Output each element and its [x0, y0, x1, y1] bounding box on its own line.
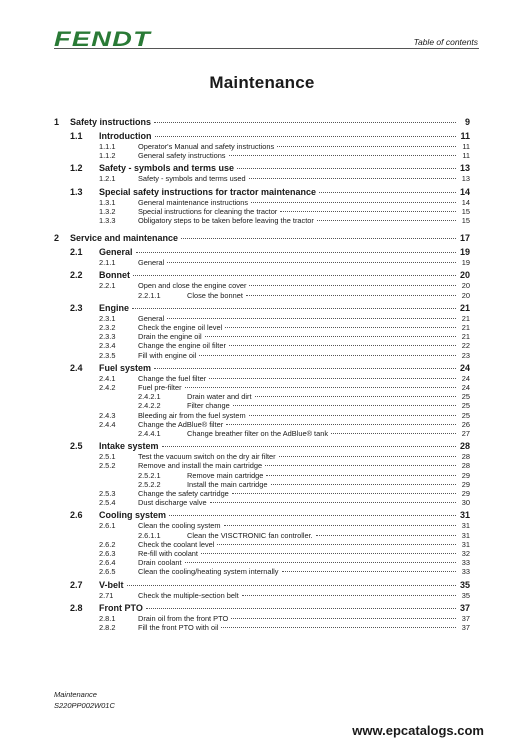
toc-entry-page: 11 [462, 151, 470, 161]
toc-entry-number: 1.2.1 [99, 174, 116, 184]
toc-dot-leader [231, 618, 456, 619]
toc-entry-title: V-belt [99, 580, 127, 590]
toc-entry-page: 27 [461, 429, 470, 438]
toc-entry-title: General maintenance instructions [138, 198, 251, 207]
toc-entry-title: Safety instructions [70, 117, 154, 127]
toc-dot-leader [317, 220, 456, 221]
toc-entry-title: Drain water and dirt [187, 392, 255, 401]
toc-dot-leader [251, 202, 456, 203]
toc-entry-number: 1.3 [70, 186, 83, 197]
toc-entry-number: 2.5.3 [99, 489, 116, 498]
toc-entry-title: Re-fill with coolant [138, 549, 201, 558]
toc-entry[interactable] [0, 614, 524, 623]
toc-entry-page: 28 [461, 452, 470, 462]
toc-entry-number: 1 [54, 117, 60, 127]
toc-dot-leader [280, 211, 456, 212]
toc-entry-title: Drain the engine oil [138, 332, 205, 341]
toc-entry-number: 2.4.4 [99, 419, 116, 429]
toc-entry-title: Safety - symbols and terms use [99, 163, 237, 173]
toc-entry[interactable] [0, 567, 524, 576]
toc-entry-title: Change the safety cartridge [138, 489, 232, 498]
toc-entry-title: Change breather filter on the AdBlue® tank [187, 429, 331, 438]
toc-entry[interactable] [0, 420, 524, 429]
toc-entry-number: 2.5.2.1 [138, 470, 161, 480]
toc-dot-leader [155, 136, 457, 137]
toc-dot-leader [127, 585, 456, 586]
toc-entry-page: 22 [461, 341, 470, 351]
toc-entry-number: 2.3.3 [99, 332, 116, 342]
toc-entry[interactable] [0, 452, 524, 461]
toc-entry-title: Service and maintenance [70, 233, 181, 243]
toc-entry-number: 2.3.1 [99, 313, 116, 323]
toc-dot-leader [226, 424, 456, 425]
toc-entry-page: 20 [461, 281, 470, 291]
fendt-logo [54, 29, 154, 49]
toc-entry[interactable] [0, 498, 524, 507]
toc-entry-title: Check the engine oil level [138, 323, 225, 332]
toc-entry-number: 1.2 [70, 163, 83, 174]
toc-entry-title: Special safety instructions for tractor maintenance [99, 187, 319, 197]
page-title: Maintenance [209, 73, 315, 92]
toc-entry-number: 2.6.1.1 [138, 530, 161, 540]
toc-entry-page: 35 [461, 590, 470, 600]
toc-dot-leader [265, 465, 456, 466]
toc-entry[interactable] [0, 174, 524, 183]
toc-entry[interactable] [0, 510, 524, 521]
toc-entry-title: Open and close the engine cover [138, 281, 249, 290]
toc-entry[interactable] [0, 187, 524, 198]
toc-entry-page: 21 [461, 313, 470, 323]
toc-entry-title: Dust discharge valve [138, 498, 210, 507]
toc-dot-leader [232, 493, 456, 494]
toc-entry[interactable] [0, 207, 524, 216]
toc-entry-title: Clean the cooling/heating system internally [138, 567, 282, 576]
toc-entry-page: 24 [461, 383, 470, 392]
toc-entry-number: 2.6.4 [99, 558, 116, 568]
toc-entry-number: 2.4.4.1 [138, 429, 161, 438]
toc-entry-number: 2.2.1.1 [138, 290, 161, 300]
header-divider [54, 48, 479, 49]
toc-dot-leader [205, 336, 456, 337]
toc-entry-page: 15 [461, 216, 470, 225]
toc-dot-leader [229, 155, 457, 156]
toc-entry-page: 25 [461, 410, 470, 420]
toc-entry-title: General safety instructions [138, 151, 229, 160]
toc-entry-title: Bonnet [99, 270, 133, 280]
toc-entry[interactable] [0, 623, 524, 632]
toc-entry[interactable] [0, 291, 524, 300]
toc-entry[interactable] [0, 216, 524, 225]
toc-entry[interactable] [0, 281, 524, 290]
toc-entry-number: 2.4 [70, 362, 83, 373]
toc-entry[interactable] [0, 489, 524, 498]
toc-entry-page: 29 [461, 489, 470, 498]
toc-entry-page: 29 [461, 479, 470, 489]
footer-document-code: S220PP002W01C [54, 701, 115, 710]
toc-entry-title: Filter change [187, 401, 233, 410]
toc-entry[interactable] [0, 411, 524, 420]
toc-entry-page: 29 [461, 470, 470, 480]
toc-dot-leader [146, 608, 456, 609]
toc-entry-number: 2.3.5 [99, 350, 116, 360]
toc-entry-page: 31 [461, 530, 470, 540]
header-section-title: Table of contents [413, 37, 478, 47]
toc-dot-leader [249, 285, 456, 286]
toc-dot-leader [277, 146, 456, 147]
toc-entry-title: Drain oil from the front PTO [138, 614, 231, 623]
toc-dot-leader [282, 571, 456, 572]
toc-entry-title: Fuel system [99, 363, 154, 373]
toc-entry-page: 11 [460, 131, 470, 141]
toc-entry[interactable] [0, 117, 524, 128]
toc-dot-leader [233, 405, 456, 406]
toc-entry[interactable] [0, 198, 524, 207]
toc-entry-title: Obligatory steps to be taken before leaving the tractor [138, 216, 317, 225]
toc-entry-page: 14 [461, 197, 470, 207]
toc-entry-page: 13 [459, 163, 470, 174]
toc-entry-page: 28 [459, 441, 470, 452]
toc-dot-leader [199, 355, 456, 356]
toc-entry-page: 37 [459, 602, 470, 613]
toc-entry-title: Fill the front PTO with oil [138, 623, 221, 632]
toc-entry-number: 2.6.3 [99, 549, 116, 558]
toc-entry[interactable] [0, 603, 524, 614]
toc-entry-number: 1.1 [70, 131, 83, 141]
toc-entry-page: 33 [461, 558, 470, 568]
toc-entry-number: 1.3.2 [99, 206, 116, 216]
toc-entry-page: 20 [459, 270, 470, 281]
toc-entry-title: Remove main cartridge [187, 471, 266, 480]
toc-entry-title: Clean the VISCTRONIC fan controller. [187, 531, 316, 540]
toc-entry-title: Drain coolant [138, 558, 185, 567]
toc-entry-page: 21 [461, 323, 470, 332]
toc-entry-page: 23 [461, 350, 470, 360]
toc-dot-leader [266, 475, 456, 476]
toc-dot-leader [210, 502, 456, 503]
toc-dot-leader [217, 544, 456, 545]
toc-entry[interactable] [0, 270, 524, 281]
toc-dot-leader [271, 484, 456, 485]
toc-entry[interactable] [0, 374, 524, 383]
toc-entry-title: Fuel pre-filter [138, 383, 185, 392]
toc-entry[interactable] [0, 314, 524, 323]
toc-entry[interactable] [0, 558, 524, 567]
toc-dot-leader [224, 525, 456, 526]
toc-entry[interactable] [0, 401, 524, 410]
toc-entry-title: Check the coolant level [138, 540, 217, 549]
toc-entry[interactable] [0, 531, 524, 540]
toc-dot-leader [319, 192, 456, 193]
toc-entry[interactable] [0, 591, 524, 600]
toc-entry-title: General [138, 314, 167, 323]
toc-dot-leader [225, 327, 456, 328]
toc-entry-number: 2.6.2 [99, 539, 116, 549]
toc-entry-number: 1.1.1 [99, 142, 116, 151]
toc-dot-leader [132, 308, 456, 309]
toc-entry-page: 28 [461, 461, 470, 471]
toc-entry[interactable] [0, 540, 524, 549]
toc-entry-number: 2.5.1 [99, 452, 116, 462]
toc-entry-number: 2.4.3 [99, 410, 116, 420]
toc-dot-leader [154, 122, 456, 123]
toc-entry-title: Change the AdBlue® filter [138, 420, 226, 429]
toc-entry-number: 1.3.3 [99, 216, 116, 225]
toc-entry-number: 2 [54, 233, 60, 244]
toc-entry[interactable] [0, 341, 524, 350]
toc-entry-title: Test the vacuum switch on the dry air filter [138, 452, 279, 461]
toc-dot-leader [136, 252, 456, 253]
toc-dot-leader [316, 535, 456, 536]
toc-entry-number: 2.6.5 [99, 567, 116, 577]
toc-dot-leader [279, 456, 456, 457]
toc-entry[interactable] [0, 521, 524, 530]
toc-dot-leader [185, 387, 456, 388]
watermark: www.epcatalogs.com [352, 723, 484, 738]
toc-entry-title: Change the fuel filter [138, 374, 209, 383]
toc-entry-page: 17 [459, 233, 470, 244]
toc-entry[interactable] [0, 258, 524, 267]
toc-entry[interactable] [0, 363, 524, 374]
toc-entry-page: 15 [461, 206, 470, 216]
toc-entry[interactable] [0, 480, 524, 489]
toc-entry-page: 31 [459, 510, 470, 521]
toc-entry-number: 2.2.1 [99, 281, 116, 291]
toc-entry-page: 26 [461, 419, 470, 429]
toc-entry-title: Close the bonnet [187, 291, 246, 300]
toc-entry-title: Check the multiple-section belt [138, 591, 242, 600]
toc-dot-leader [221, 627, 456, 628]
toc-dot-leader [246, 295, 456, 296]
toc-dot-leader [209, 378, 456, 379]
toc-entry-number: 2.3.2 [99, 323, 116, 332]
svg-text:FENDT: FENDT [54, 29, 153, 49]
toc-entry-title: Engine [99, 303, 132, 313]
toc-entry-title: Change the engine oil filter [138, 341, 229, 350]
toc-entry-page: 25 [461, 401, 470, 411]
toc-entry-page: 24 [461, 373, 470, 383]
toc-dot-leader [181, 238, 456, 239]
toc-entry[interactable] [0, 303, 524, 314]
toc-dot-leader [201, 553, 456, 554]
toc-entry[interactable] [0, 383, 524, 392]
footer-section-name: Maintenance [54, 690, 97, 699]
toc-entry[interactable] [0, 392, 524, 401]
toc-entry[interactable] [0, 351, 524, 360]
toc-dot-leader [133, 275, 456, 276]
toc-entry[interactable] [0, 233, 524, 244]
toc-entry-number: 2.6 [70, 510, 83, 521]
toc-entry-page: 31 [461, 521, 470, 531]
toc-entry-page: 25 [461, 392, 470, 402]
toc-entry-number: 2.4.1 [99, 373, 116, 383]
toc-entry-number: 2.6.1 [99, 521, 116, 531]
toc-entry[interactable] [0, 247, 524, 258]
toc-entry-number: 2.3.4 [99, 341, 116, 351]
toc-entry-number: 1.3.1 [99, 197, 116, 207]
toc-entry-number: 2.4.2.1 [138, 392, 161, 402]
toc-entry-page: 11 [462, 142, 470, 151]
toc-entry-number: 2.5 [70, 441, 83, 452]
toc-entry-title: Cooling system [99, 510, 169, 520]
toc-entry-title: Special instructions for cleaning the tractor [138, 207, 280, 216]
toc-dot-leader [255, 396, 457, 397]
toc-entry[interactable] [0, 441, 524, 452]
toc-entry-page: 30 [461, 498, 470, 508]
toc-dot-leader [229, 345, 456, 346]
toc-entry-page: 35 [459, 579, 470, 590]
toc-entry[interactable] [0, 151, 524, 160]
toc-entry[interactable] [0, 131, 524, 142]
toc-entry[interactable] [0, 332, 524, 341]
toc-dot-leader [169, 515, 456, 516]
toc-dot-leader [237, 168, 456, 169]
toc-entry-title: Intake system [99, 441, 162, 451]
toc-entry-page: 33 [461, 567, 470, 577]
toc-entry-page: 19 [459, 247, 470, 258]
toc-entry-number: 2.8.2 [99, 623, 116, 632]
toc-entry-page: 20 [461, 290, 470, 300]
toc-dot-leader [249, 415, 456, 416]
toc-entry-number: 2.7 [70, 579, 83, 590]
toc-entry-number: 2.8.1 [99, 613, 116, 623]
toc-entry-title: Front PTO [99, 603, 146, 613]
toc-entry-page: 37 [461, 613, 470, 623]
toc-entry-number: 2.4.2 [99, 383, 116, 392]
toc-entry-number: 2.1 [70, 247, 83, 258]
toc-entry-page: 21 [459, 302, 470, 313]
toc-entry-page: 19 [461, 258, 470, 268]
toc-entry[interactable] [0, 549, 524, 558]
toc-entry-page: 31 [461, 539, 470, 549]
toc-entry-number: 2.2 [70, 270, 83, 281]
toc-entry[interactable] [0, 142, 524, 151]
toc-dot-leader [167, 262, 456, 263]
toc-entry[interactable] [0, 323, 524, 332]
toc-entry-page: 37 [461, 623, 470, 632]
toc-entry-title: Operator's Manual and safety instructions [138, 142, 277, 151]
toc-entry-page: 32 [461, 549, 470, 558]
toc-entry-title: Install the main cartridge [187, 480, 271, 489]
toc-dot-leader [242, 595, 456, 596]
toc-entry-page: 14 [459, 186, 470, 197]
toc-entry-number: 2.5.2 [99, 461, 116, 471]
toc-entry-title: Fill with engine oil [138, 351, 199, 360]
toc-entry-page: 21 [461, 332, 470, 342]
toc-entry-number: 2.5.2.2 [138, 479, 161, 489]
toc-entry-number: 2.3 [70, 302, 83, 313]
toc-dot-leader [154, 368, 456, 369]
toc-dot-leader [331, 433, 456, 434]
toc-dot-leader [185, 562, 456, 563]
toc-entry-number: 2.71 [99, 590, 114, 600]
toc-entry-title: Clean the cooling system [138, 521, 224, 530]
toc-entry-number: 2.5.4 [99, 498, 116, 508]
toc-entry-number: 2.8 [70, 602, 83, 613]
toc-entry-number: 2.4.2.2 [138, 401, 161, 411]
toc-entry[interactable] [0, 471, 524, 480]
toc-entry-title: General [138, 258, 167, 267]
toc-entry-number: 1.1.2 [99, 151, 116, 161]
toc-entry-title: Bleeding air from the fuel system [138, 411, 249, 420]
toc-entry[interactable] [0, 580, 524, 591]
toc-entry-title: Introduction [99, 131, 155, 141]
toc-entry-title: Safety - symbols and terms used [138, 174, 249, 183]
toc-entry-number: 2.1.1 [99, 258, 116, 268]
toc-entry[interactable] [0, 429, 524, 438]
toc-dot-leader [167, 318, 456, 319]
toc-entry[interactable] [0, 163, 524, 174]
toc-dot-leader [249, 178, 456, 179]
toc-entry-page: 9 [464, 117, 470, 127]
toc-entry-page: 13 [461, 174, 470, 184]
toc-entry-title: Remove and install the main cartridge [138, 461, 265, 470]
toc-entry[interactable] [0, 461, 524, 470]
toc-entry-page: 24 [459, 362, 470, 373]
toc-dot-leader [162, 446, 456, 447]
toc-entry-title: General [99, 247, 136, 257]
